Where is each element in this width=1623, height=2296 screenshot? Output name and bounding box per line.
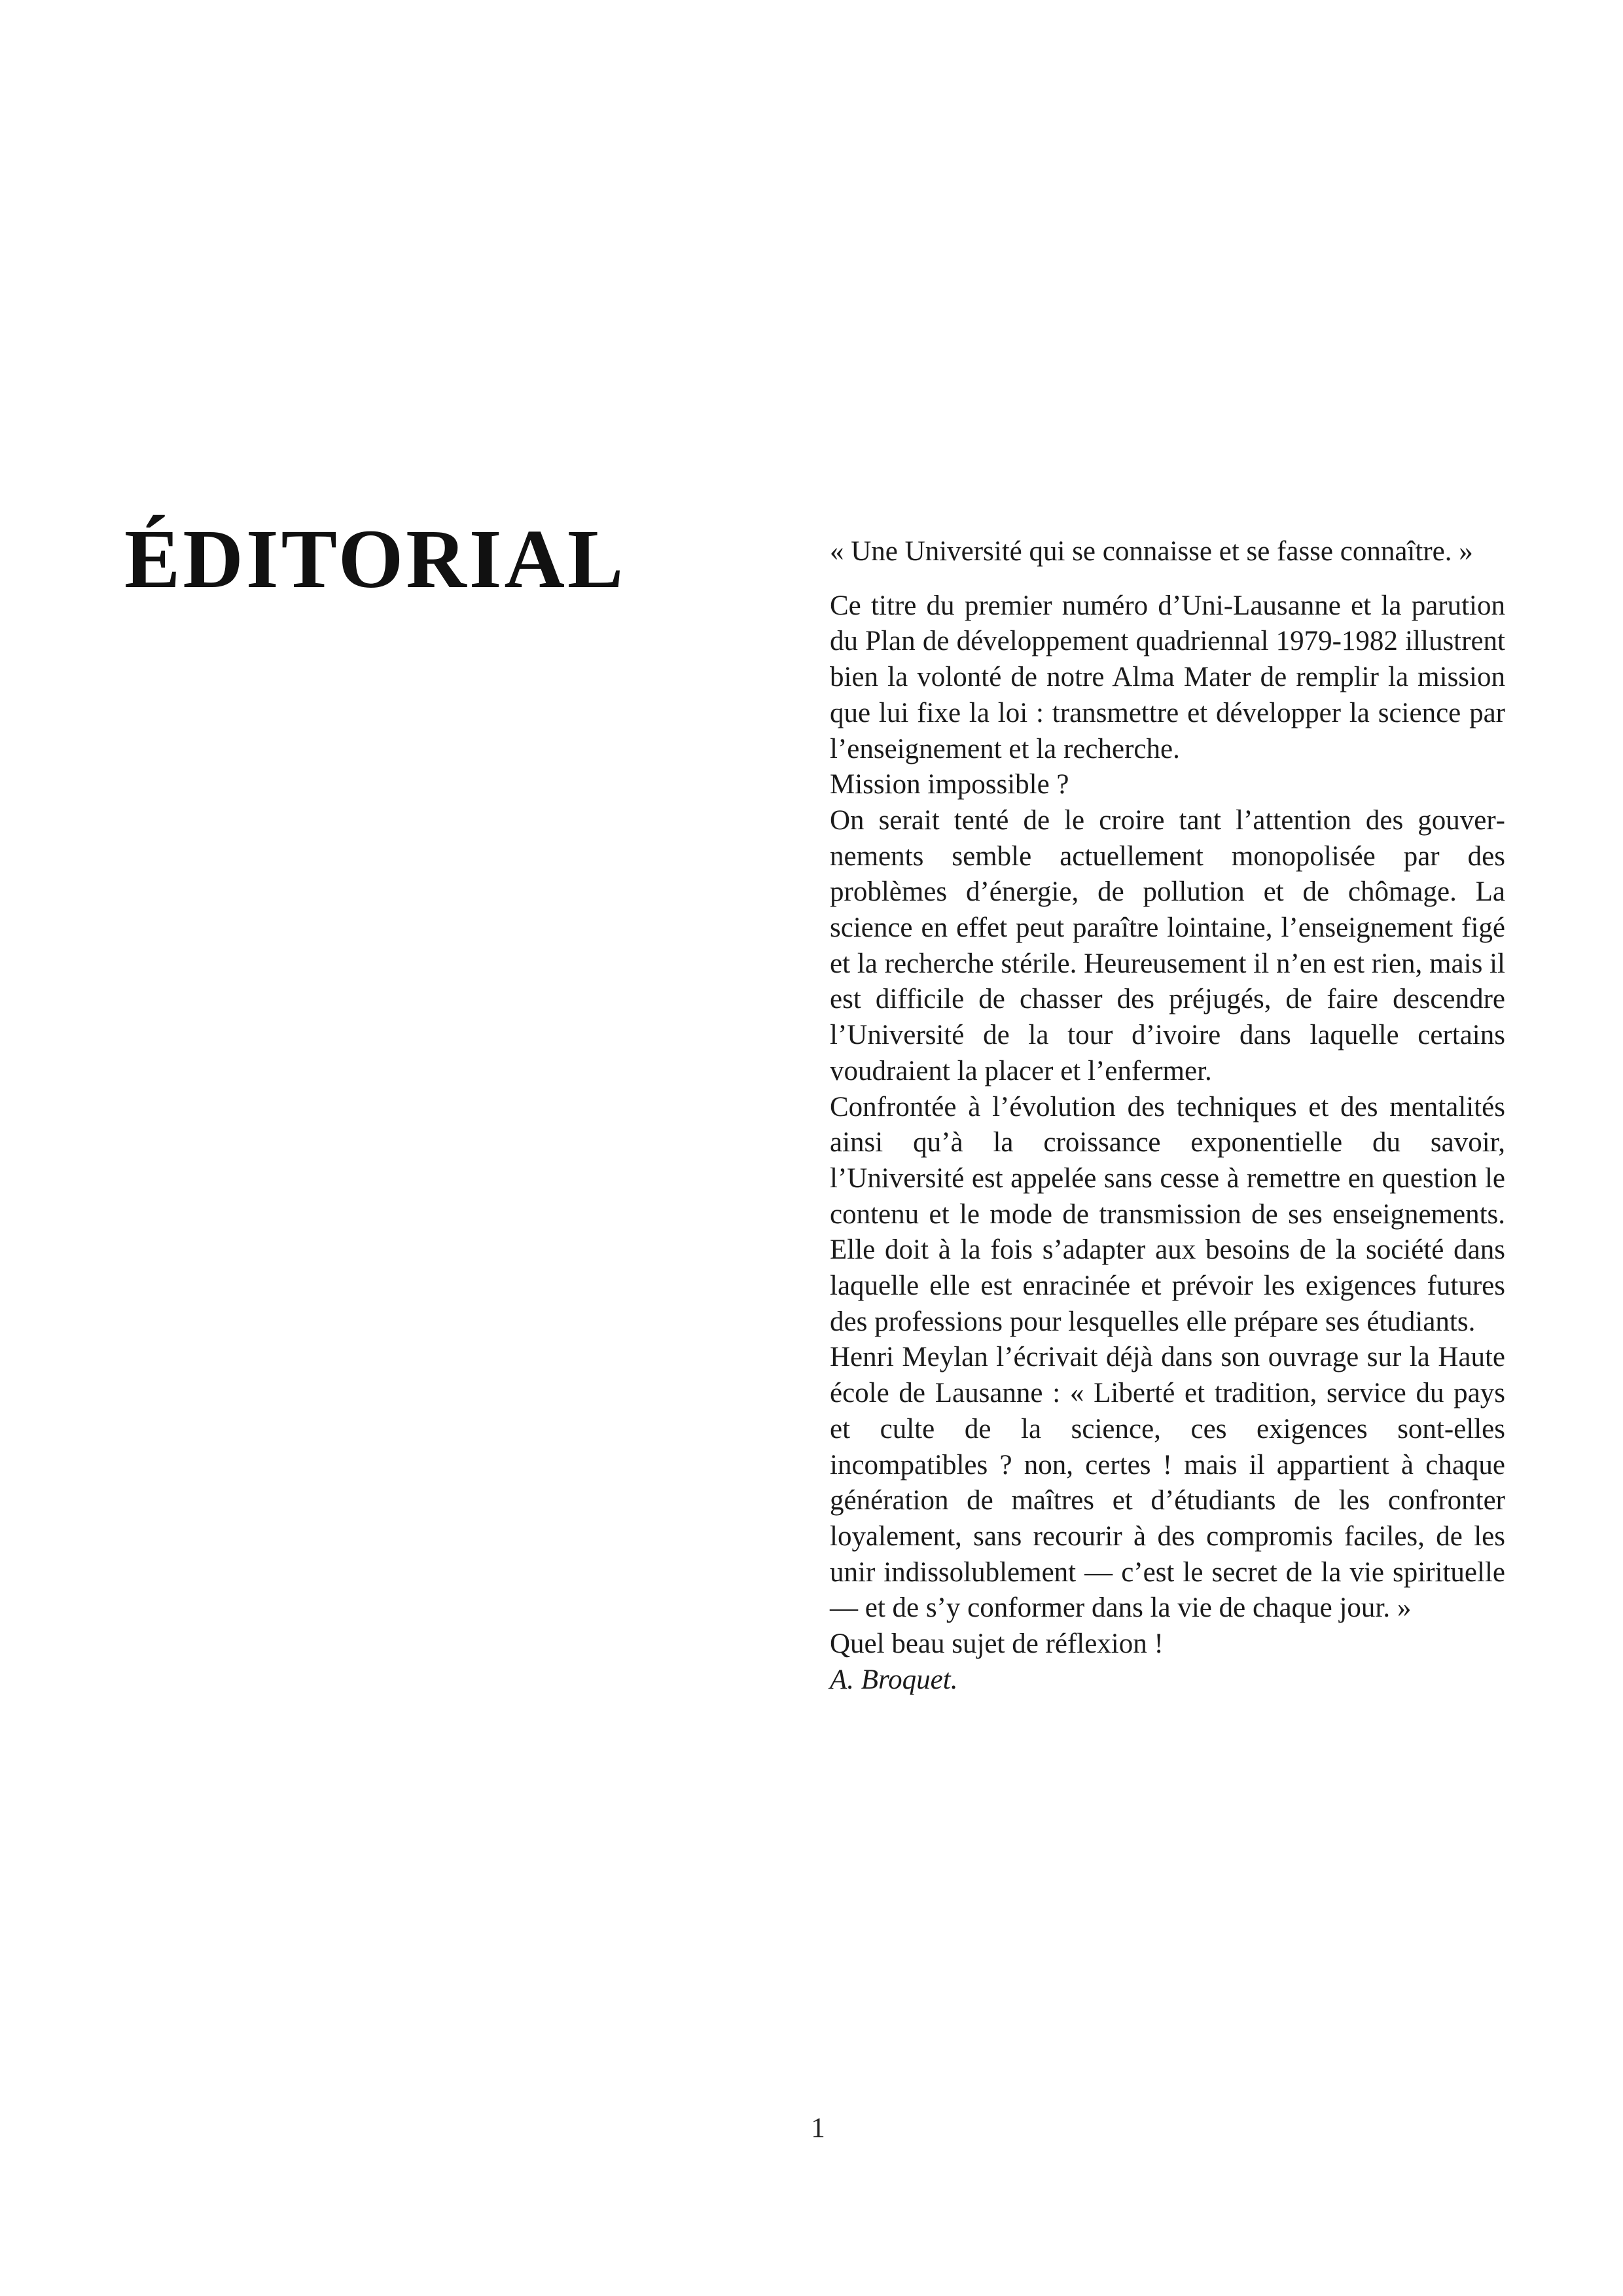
editorial-body (830, 534, 1505, 1698)
page-number: 1 (811, 2113, 825, 2144)
paragraph-mission: Ce titre du premier numéro d’Uni-Lausanne et la parution du Plan de développement quadriennal 1979-1982 illustrent bien la volonté de notre Alma Mater de remplir la mission que lui fixe la loi : transmettre et développer la science par l’enseignement et la recherche. (830, 590, 1505, 764)
paragraph-evolution: Confrontée à l’évolution des techniques et des mentalités ainsi qu’à la croissance exponentielle du savoir, l’Université est appelée sans cesse à remettre en question le contenu et le mode de transmission de ses enseignements. Elle doit à la fois s’adapter aux besoins de la société dans laquelle elle est enracinée et prévoir les exigences futures des professions pour lesquelles elle prépare ses étudiants. (830, 1091, 1505, 1337)
paragraph-closing: Quel beau sujet de réflexion ! (830, 1628, 1164, 1660)
author-signature: A. Broquet. (830, 1664, 958, 1695)
opening-quote: « Une Université qui se connaisse et se fasse connaître. » (830, 536, 1473, 567)
editorial-heading: ÉDITORIAL (124, 512, 626, 605)
paragraph-attention: On serait tenté de le croire tant l’attention des gouvernements semble actuellement monopolisée par des problèmes d’énergie, de pollution et de chômage. La science en effet peut paraître lointaine, l’enseignement figé et la recherche stérile. Heureusement il n’en est rien, mais il est difficile de chasser des préjugés, de faire descendre l’Université de la tour d’ivoire dans laquelle certains voudraient la placer et l’enfermer. (830, 804, 1505, 1086)
paragraph-question: Mission impossible ? (830, 769, 1069, 800)
paragraph-meylan-quote: Henri Meylan l’écrivait déjà dans son ouvrage sur la Haute école de Lausanne : « Liberté et tradition, service du pays et culte de la science, ces exigences sont-elles incompatibles ? non, certes ! mais il appartient à chaque génération de maîtres et d’étudiants de les confronter loyalement, sans recourir à des compromis faciles, de les unir indissolublement — c’est le secret de la vie spirituelle — et de s’y conformer dans la vie de chaque jour. » (830, 1342, 1505, 1624)
